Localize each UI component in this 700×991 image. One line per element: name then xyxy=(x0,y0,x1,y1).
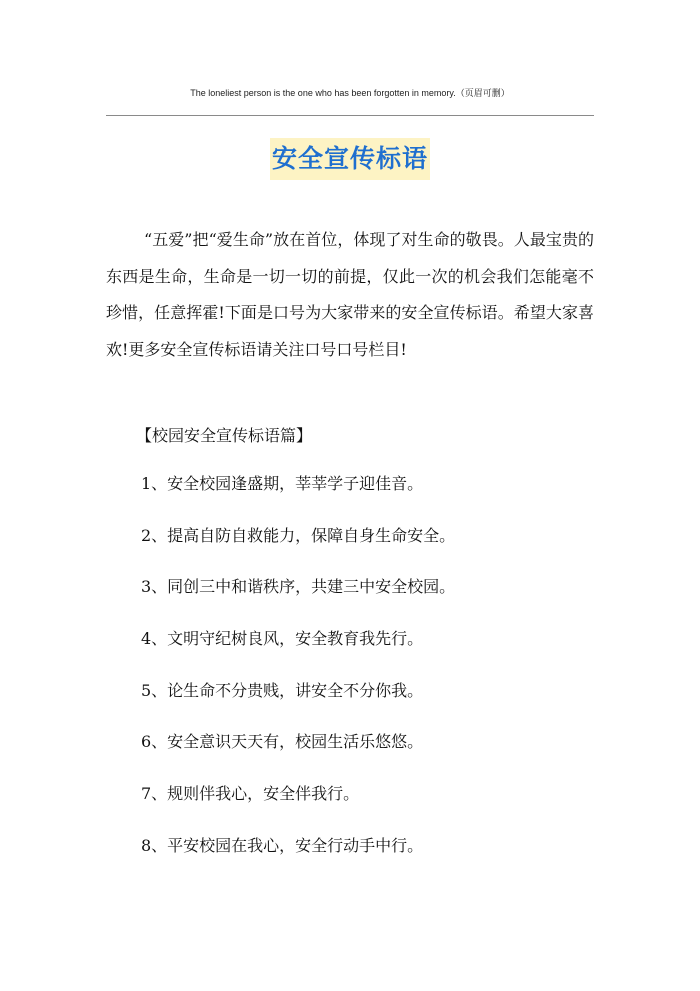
intro-paragraph: “五爱”把“爱生命”放在首位，体现了对生命的敬畏。人最宝贵的东西是生命，生命是一切一切的前提，仅此一次的机会我们怎能毫不珍惜，任意挥霍!下面是口号为大家带来的安全宣传标语。希望大家喜欢!更多安全宣传标语请关注口号口号栏目! xyxy=(106,230,594,359)
page-header: The loneliest person is the one who has been forgotten in memory.（页眉可删） xyxy=(190,88,510,98)
slogan-item-8: 8、平安校园在我心，安全行动手中行。 xyxy=(141,835,424,855)
slogan-item-3: 3、同创三中和谐秩序，共建三中安全校园。 xyxy=(141,577,456,597)
slogan-item-2: 2、提高自防自救能力，保障自身生命安全。 xyxy=(141,525,456,545)
slogan-list xyxy=(141,470,455,884)
slogan-item-6: 6、安全意识天天有，校园生活乐悠悠。 xyxy=(141,732,424,752)
title-container xyxy=(0,138,700,180)
header-divider xyxy=(106,115,594,116)
slogan-item-4: 4、文明守纪树良风，安全教育我先行。 xyxy=(141,629,424,649)
document-title: 安全宣传标语 xyxy=(270,138,430,180)
slogan-item-7: 7、规则伴我心，安全伴我行。 xyxy=(141,784,360,804)
slogan-item-5: 5、论生命不分贵贱，讲安全不分你我。 xyxy=(141,680,424,700)
slogan-item-1: 1、安全校园逢盛期，莘莘学子迎佳音。 xyxy=(141,474,424,493)
section-heading: 【校园安全宣传标语篇】 xyxy=(136,426,313,445)
